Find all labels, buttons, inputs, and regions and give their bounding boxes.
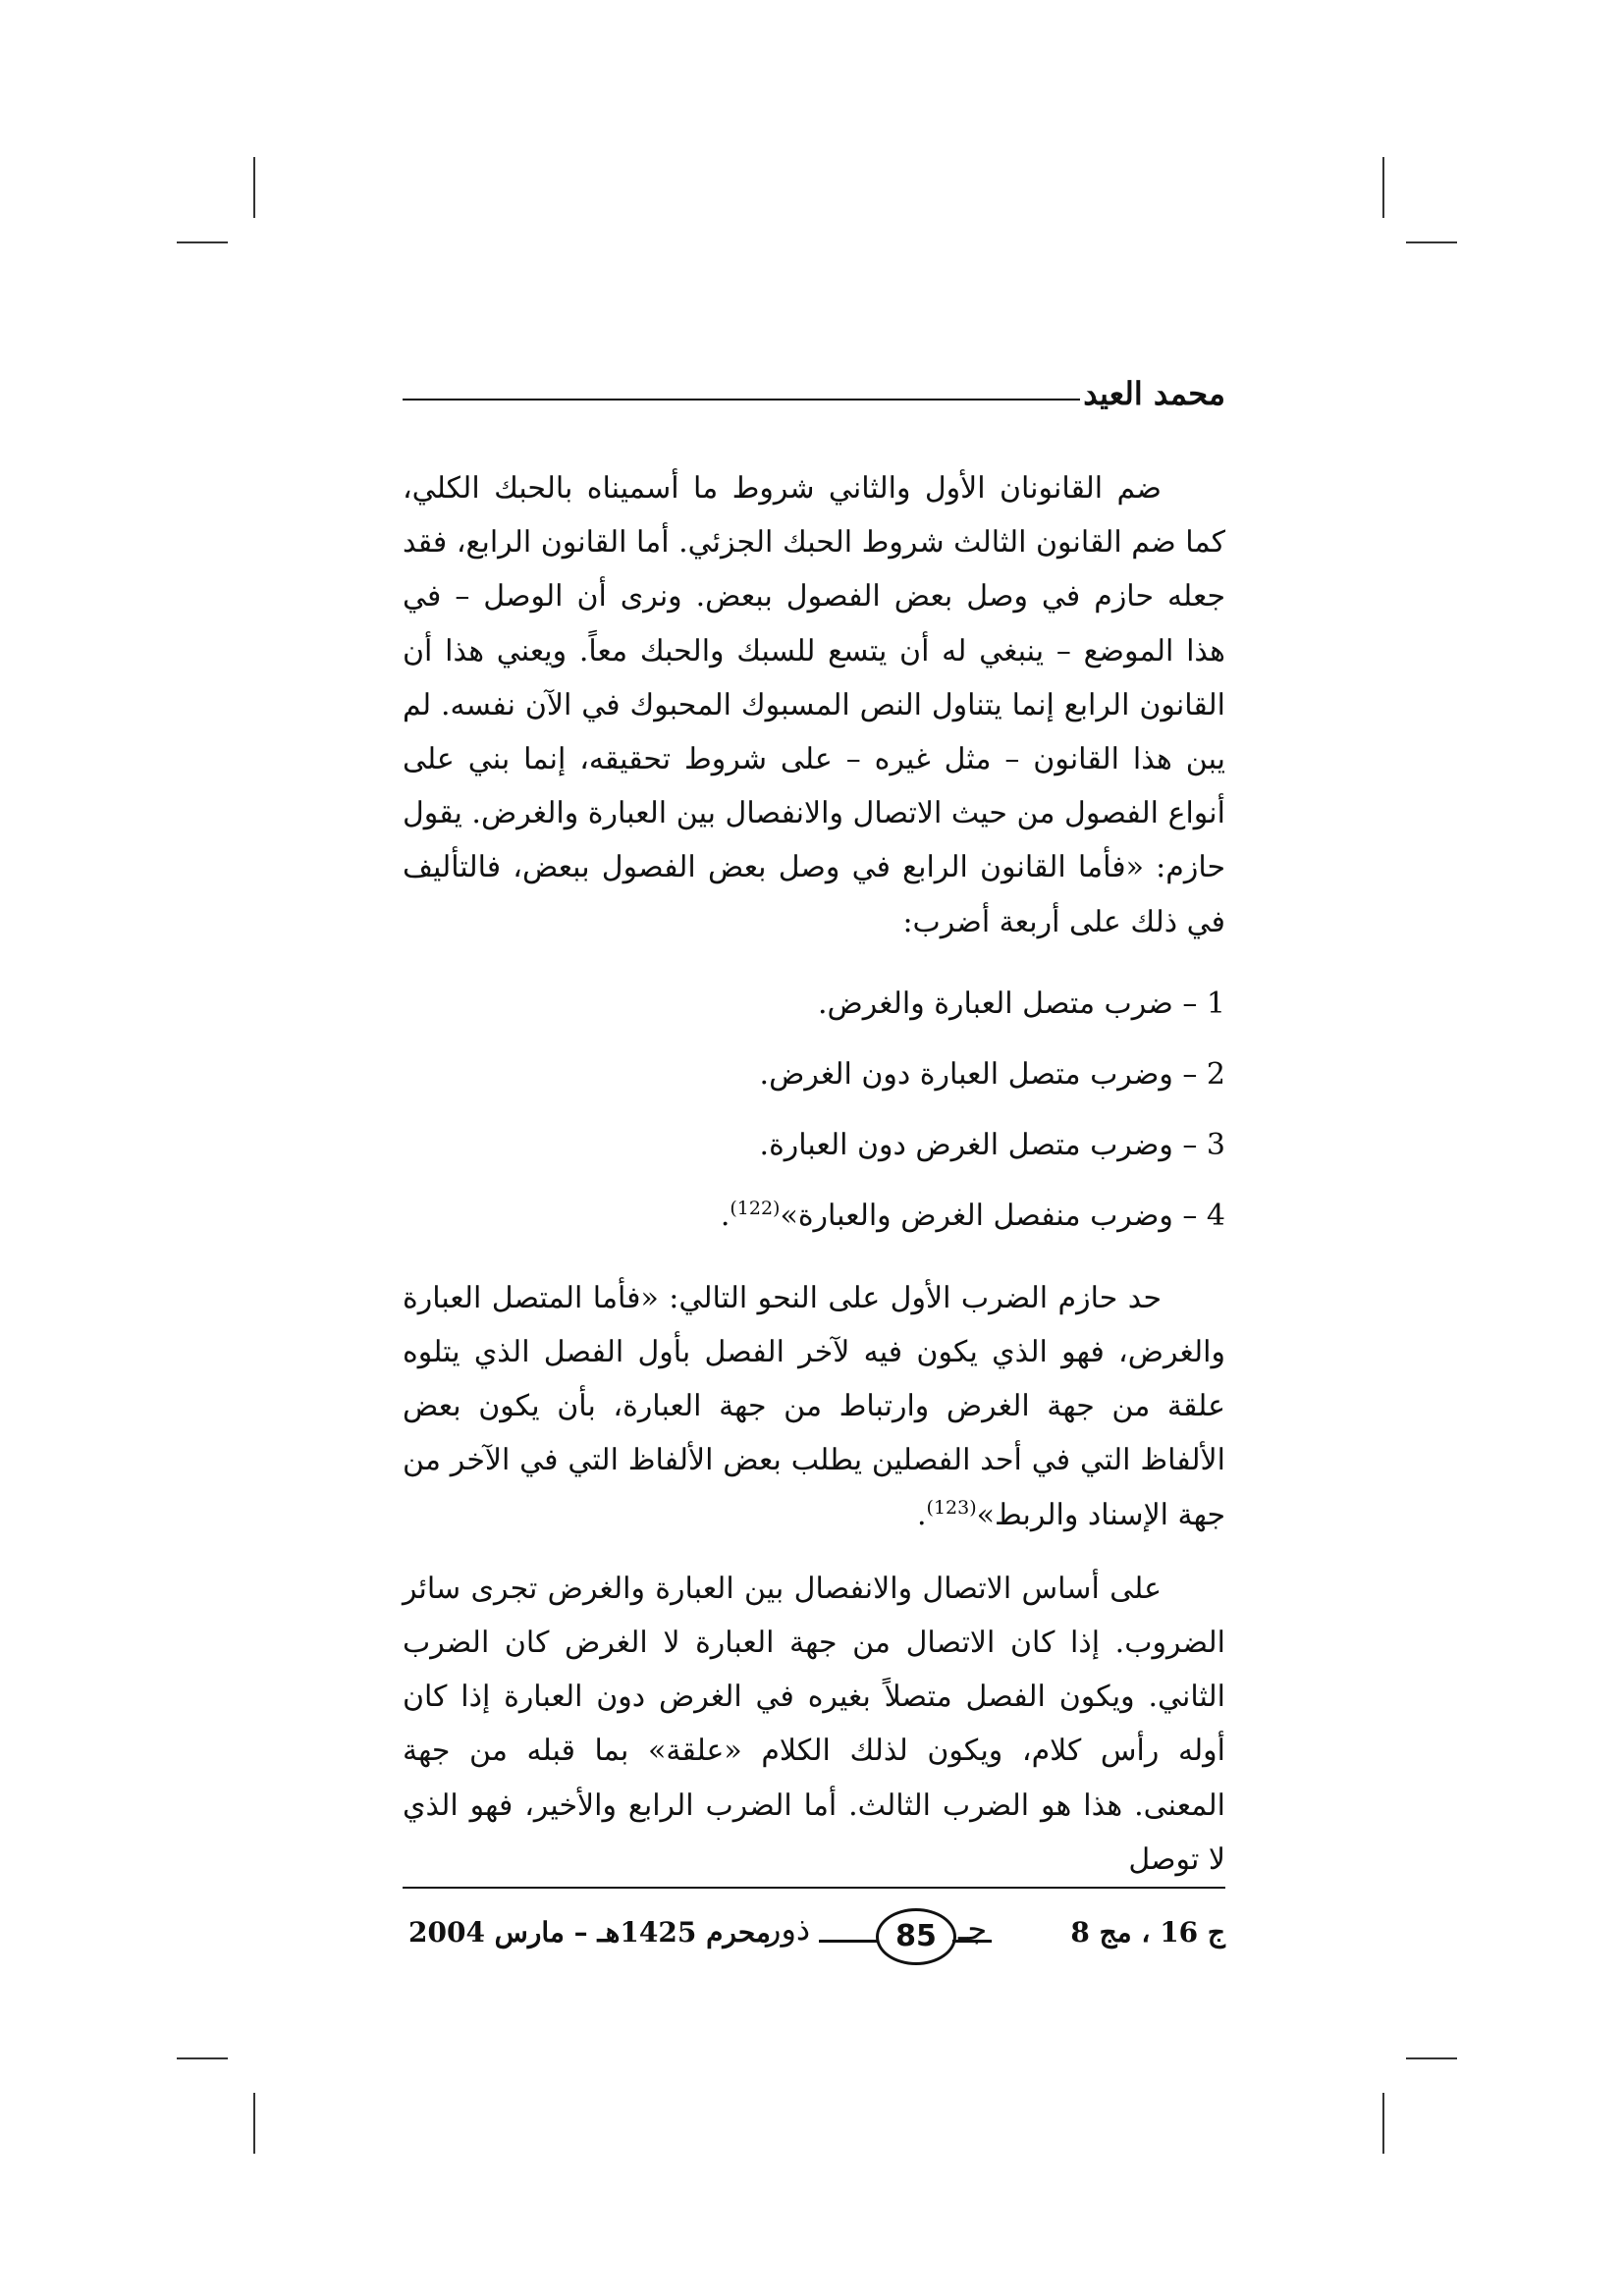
footer-issue: ج 16 ، مج 8 <box>1070 1916 1225 1949</box>
list-item-period: . <box>720 1198 730 1233</box>
crop-mark-bottom-left <box>253 2093 255 2154</box>
journal-logo <box>766 1902 1021 1965</box>
author-name: محمد العيد <box>1083 375 1225 412</box>
logo-stroke <box>819 1940 878 1943</box>
page-footer <box>403 1887 1225 1975</box>
header-rule <box>403 399 1080 400</box>
paragraph-3: على أساس الاتصال والانفصال بين العبارة والغرض تجرى سائر الضروب. إذا كان الاتصال من جهة العبارة لا الغرض كان الضرب الثاني. ويكون الفصل متصلاً بغيره في الغرض دون العبارة إذا كان أوله رأس كلام، ويكون لذلك الكلام «علقة» بما قبله من جهة المعنى. هذا هو الضرب الثالث. أما الضرب الرابع والأخير، فهو الذي لا توصل <box>403 1571 1225 1877</box>
crop-mark-top-right <box>1382 157 1384 218</box>
crop-mark-bottom-right-h <box>1406 2057 1457 2059</box>
footnote-ref-123: (123) <box>926 1496 977 1519</box>
crop-mark-top-left-h <box>177 241 228 243</box>
crop-mark-top-left <box>253 157 255 218</box>
running-header <box>403 371 1225 430</box>
crop-mark-bottom-left-h <box>177 2057 228 2059</box>
paragraph-2-period: . <box>916 1497 927 1532</box>
crop-mark-bottom-right <box>1382 2093 1384 2154</box>
journal-name-part-jiim: جـ <box>958 1910 988 1948</box>
list-item: 3 – وضرب متصل الغرض دون العبارة. <box>759 1127 1225 1162</box>
footnote-ref-122: (122) <box>730 1197 781 1219</box>
list-item: 1 – ضرب متصل العبارة والغرض. <box>817 986 1225 1021</box>
types-list <box>403 969 1225 1252</box>
journal-name-part: ذور <box>766 1910 811 1948</box>
list-item-text: 4 – وضرب منفصل الغرض والعبارة» <box>780 1198 1225 1233</box>
footer-date: محرم 1425هـ – مارس 2004 <box>408 1916 771 1949</box>
crop-mark-top-right-h <box>1406 241 1457 243</box>
paragraph-2 <box>403 1271 1225 1542</box>
footer-rule <box>403 1887 1225 1889</box>
paragraph-2-text: حد حازم الضرب الأول على النحو التالي: «فأما المتصل العبارة والغرض، فهو الذي يكون فيه لآخر الفصل بأول الفصل الذي يتلوه علقة من جهة الغرض وارتباط من جهة العبارة، بأن يكون بعض الألفاظ التي في أحد الفصلين يطلب بعض الألفاظ التي في الآخر من جهة الإسناد والربط» <box>403 1280 1225 1532</box>
paragraph-1: ضم القانونان الأول والثاني شروط ما أسميناه بالحبك الكلي، كما ضم القانون الثالث شروط الحبك الجزئي. أما القانون الرابع، فقد جعله حازم في وصل بعض الفصول ببعض. ونرى أن الوصل – في هذا الموضع – ينبغي له أن يتسع للسبك والحبك معاً. ويعني هذا أن القانون الرابع إنما يتناول النص المسبوك المحبوك في الآن نفسه. لم يبن هذا القانون – مثل غيره – على شروط تحقيقه، إنما بني على أنواع الفصول من حيث الاتصال والانفصال بين العبارة والغرض. يقول حازم: «فأما القانون الرابع في وصل بعض الفصول ببعض، فالتأليف في ذلك على أربعة أضرب: <box>403 471 1225 939</box>
page-body <box>403 461 1225 1906</box>
list-item: 2 – وضرب متصل العبارة دون الغرض. <box>759 1056 1225 1092</box>
page-number: 85 <box>876 1908 956 1965</box>
list-item-with-footnote <box>403 1181 1225 1252</box>
